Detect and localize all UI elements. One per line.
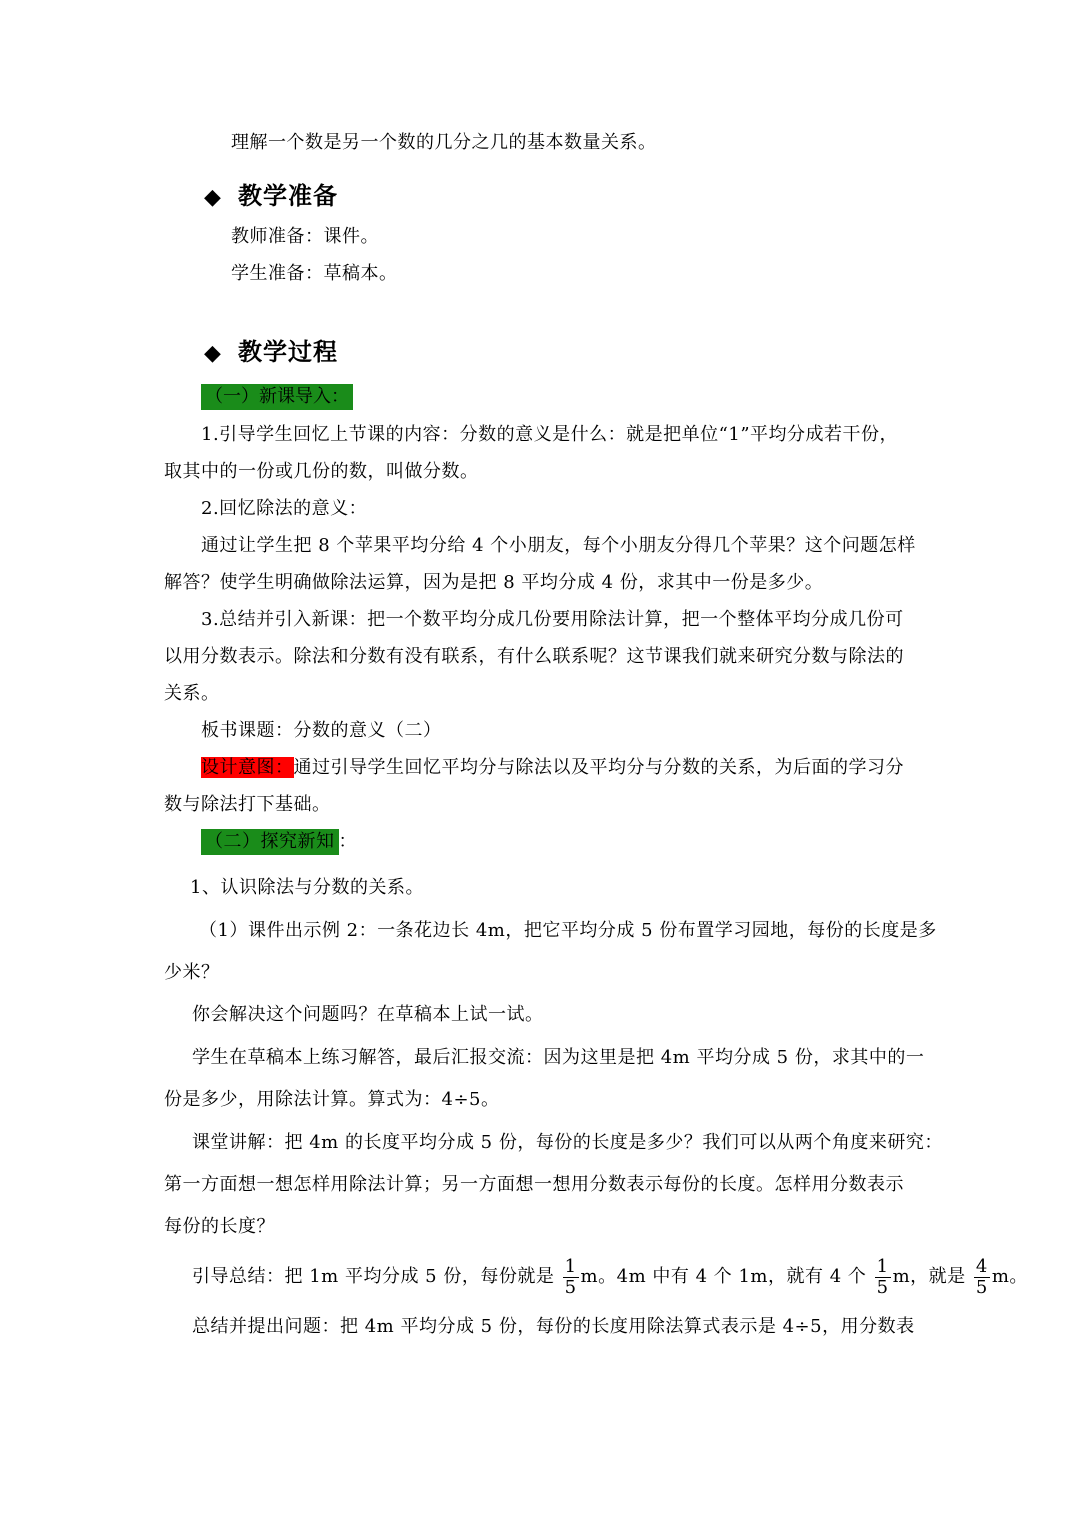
guide-summary (192, 1252, 1028, 1302)
diamond-icon: ◆ (204, 340, 222, 366)
fraction-numerator: 1 (564, 1255, 577, 1277)
part2-colon: ： (338, 831, 357, 852)
q3-line1: 学生在草稿本上练习解答，最后汇报交流：因为这里是把 4m 平均分成 5 份，求其中的一 (192, 1047, 925, 1068)
part2-label: （二）探究新知 (201, 829, 339, 855)
p4-line3: 关系。 (164, 683, 220, 704)
design-text: 通过引导学生回忆平均分与除法以及平均分与分数的关系，为后面的学习分 (293, 757, 904, 778)
design-label: 设计意图： (201, 757, 294, 778)
guide-b: m。4m 中有 4 个 1m，就有 4 个 (580, 1266, 867, 1287)
intro-text: 理解一个数是另一个数的几分之几的基本数量关系。 (231, 132, 657, 153)
p3-line2: 解答？使学生明确做除法运算，因为是把 8 平均分成 4 份，求其中一份是多少。 (164, 572, 824, 593)
fraction-denominator: 5 (876, 1276, 889, 1298)
fraction-denominator: 5 (975, 1276, 988, 1298)
design-line2: 数与除法打下基础。 (164, 794, 331, 815)
q2: 你会解决这个问题吗？在草稿本上试一试。 (192, 1004, 544, 1025)
student-prep: 学生准备：草稿本。 (231, 263, 398, 284)
guide-a: 引导总结：把 1m 平均分成 5 份，每份就是 (192, 1266, 555, 1287)
p2-line1: 2.回忆除法的意义： (201, 498, 368, 519)
fraction-one-fifth (875, 1257, 891, 1298)
fraction-denominator: 5 (564, 1276, 577, 1298)
diamond-icon: ◆ (204, 184, 222, 210)
p4-line1: 3.总结并引入新课：把一个数平均分成几份要用除法计算，把一个整体平均分成几份可 (201, 609, 904, 630)
guide-d: m。 (991, 1266, 1028, 1287)
part2-row (201, 829, 357, 855)
fraction-numerator: 4 (975, 1255, 988, 1277)
q1a-line1: （1）课件出示例 2：一条花边长 4m，把它平均分成 5 份布置学习园地，每份的长度是多 (199, 920, 937, 941)
fraction-four-fifths (974, 1257, 990, 1298)
guide-c: m，就是 (892, 1266, 966, 1287)
heading-prep (204, 181, 338, 212)
part1-label: （一）新课导入： (201, 384, 353, 410)
p1-line1: 1.引导学生回忆上节课的内容：分数的意义是什么：就是把单位“1”平均分成若干份， (201, 424, 899, 445)
board-title: 板书课题：分数的意义（二） (201, 720, 442, 741)
q3-line2: 份是多少，用除法计算。算式为：4÷5。 (164, 1089, 500, 1110)
last-line: 总结并提出问题：把 4m 平均分成 5 份，每份的长度用除法算式表示是 4÷5，用分数表 (192, 1316, 915, 1337)
q4-line1: 课堂讲解：把 4m 的长度平均分成 5 份，每份的长度是多少？我们可以从两个角度来研究： (192, 1132, 943, 1153)
q4-line2: 第一方面想一想怎样用除法计算；另一方面想一想用分数表示每份的长度。怎样用分数表示 (164, 1174, 904, 1195)
heading-process-title: 教学过程 (238, 337, 338, 366)
fraction-one-fifth (563, 1257, 579, 1298)
design-line1 (201, 756, 904, 780)
q1: 1、认识除法与分数的关系。 (190, 877, 424, 898)
q4-line3: 每份的长度？ (164, 1216, 275, 1237)
fraction-numerator: 1 (876, 1255, 889, 1277)
teacher-prep: 教师准备：课件。 (231, 226, 379, 247)
p1-line2: 取其中的一份或几份的数，叫做分数。 (164, 461, 479, 482)
heading-process (204, 337, 338, 368)
heading-prep-title: 教学准备 (238, 181, 338, 210)
p4-line2: 以用分数表示。除法和分数有没有联系，有什么联系呢？这节课我们就来研究分数与除法的 (164, 646, 904, 667)
q1a-line2: 少米？ (164, 962, 220, 983)
p3-line1: 通过让学生把 8 个苹果平均分给 4 个小朋友，每个小朋友分得几个苹果？这个问题怎样 (201, 535, 916, 556)
